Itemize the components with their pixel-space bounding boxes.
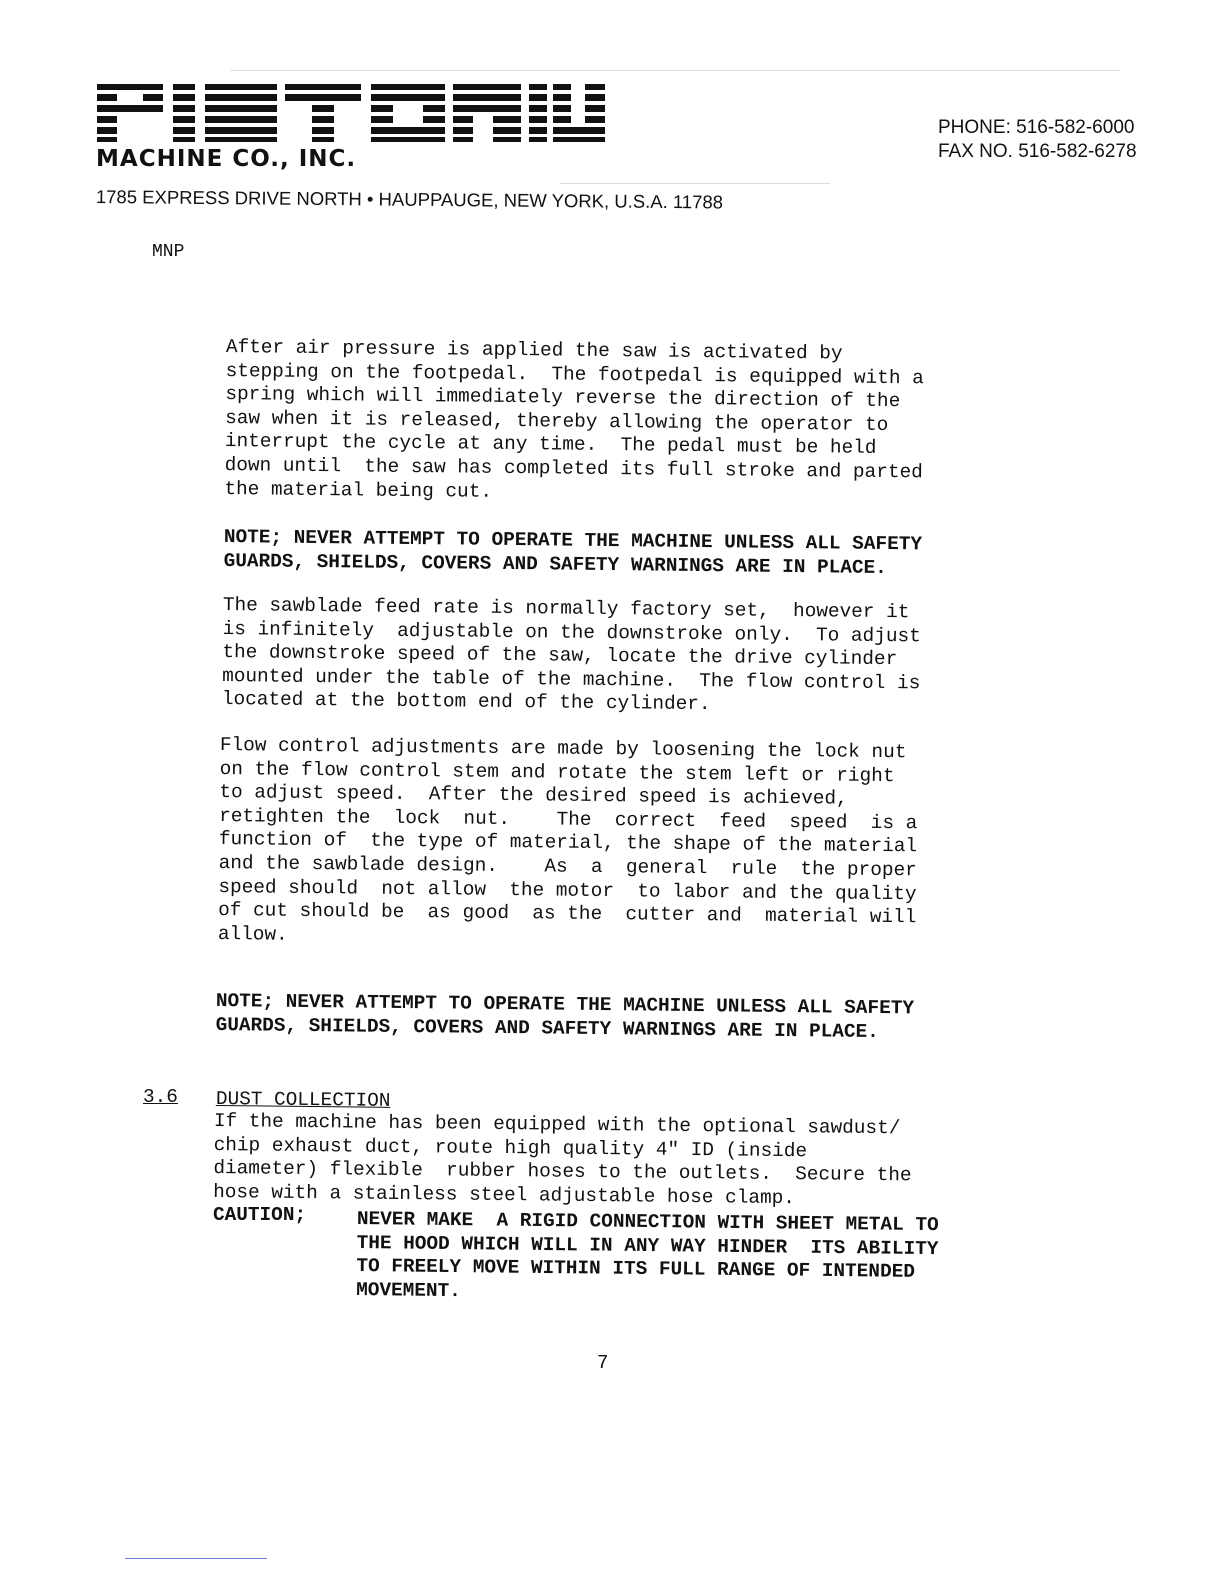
safety-note: NOTE; NEVER ATTEMPT TO OPERATE THE MACHINE UNLESS ALL SAFETY GUARDS, SHIELDS, COVERS AND SAFETY WARNINGS ARE IN PLACE. bbox=[215, 990, 915, 1043]
paragraph-feed-rate: The sawblade feed rate is normally factory set, however it is infinitely adjustable on the downstroke only. To adjust the downstroke speed of the saw, locate the drive cylinder mounted under the table of the machine. The flow control is located at the bottom end of the cylinder. bbox=[221, 594, 921, 716]
section-title: DUST COLLECTION bbox=[215, 1088, 391, 1112]
scan-artifact-line bbox=[230, 70, 1120, 71]
scan-artifact-line bbox=[560, 183, 830, 184]
safety-note: NOTE; NEVER ATTEMPT TO OPERATE THE MACHINE UNLESS ALL SAFETY GUARDS, SHIELDS, COVERS AND SAFETY WARNINGS ARE IN PLACE. bbox=[223, 526, 923, 579]
paragraph-flow-control: Flow control adjustments are made by loosening the lock nut on the flow control stem and rotate the stem left or right to adjust speed. After the desired speed is achieved, retighten the lock nut. The correct feed speed is a function of the type of material, the shape of the material and the sawblade design. As a general rule the proper speed should not allow the motor to labor and the quality of cut should be as good as the cutter and material will allow. bbox=[217, 734, 918, 946]
caution-label: CAUTION; bbox=[213, 1204, 307, 1226]
paragraph-footpedal: After air pressure is applied the saw is activated by stepping on the footpedal. The footpedal is equipped with a spring which will immediately reverse the direction of the saw when it is released, thereby allowing the operator to interrupt the cycle at any time. The pedal must be held down until the saw has completed its full stroke and parted the material being cut. bbox=[224, 336, 924, 503]
company-logo bbox=[97, 84, 607, 142]
author-initials: MNP bbox=[152, 242, 185, 262]
section-number: 3.6 bbox=[143, 1086, 178, 1108]
company-name: MACHINE CO., INC. bbox=[96, 146, 357, 172]
phone-number: PHONE: 516-582-6000 bbox=[938, 117, 1135, 138]
paragraph-dust-collection: If the machine has been equipped with the optional sawdust/ chip exhaust duct, route high quality 4" ID (inside diameter) flexible rubber hoses to the outlets. Secure the hose with a stainless steel adjustable hose clamp. bbox=[213, 1110, 912, 1209]
caution-text: NEVER MAKE A RIGID CONNECTION WITH SHEET METAL TO THE HOOD WHICH WILL IN ANY WAY HINDER ITS ABILITY TO FREELY MOVE WITHIN ITS FULL RANGE OF INTENDED MOVEMENT. bbox=[356, 1208, 939, 1302]
page-number: 7 bbox=[597, 1352, 609, 1374]
footer-rule bbox=[125, 1558, 267, 1559]
fax-number: FAX NO. 516-582-6278 bbox=[938, 141, 1137, 162]
company-address: 1785 EXPRESS DRIVE NORTH • HAUPPAUGE, NEW YORK, U.S.A. 11788 bbox=[95, 186, 724, 213]
contact-block bbox=[938, 116, 1137, 164]
